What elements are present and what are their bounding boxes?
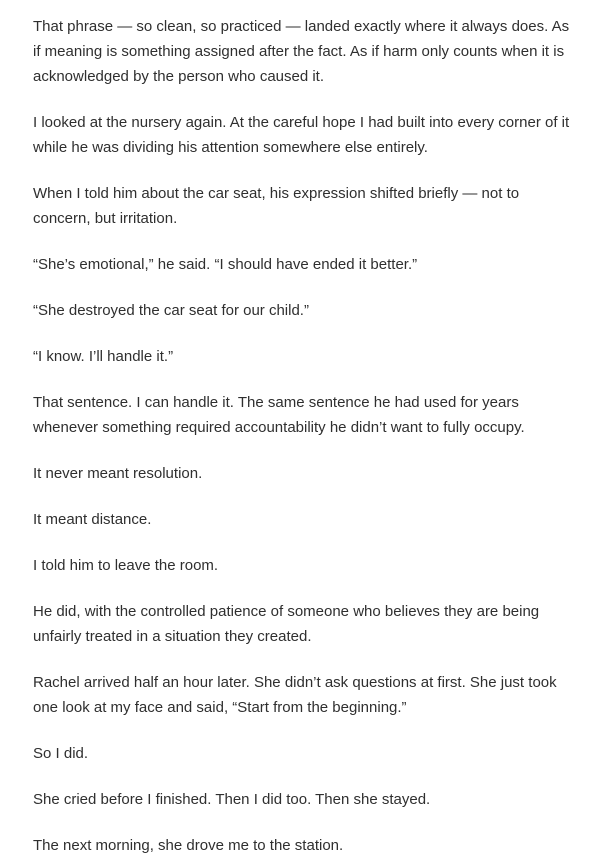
paragraph: That phrase — so clean, so practiced — landed exactly where it always does. As if meaning is something assigned after the fact. As if harm only counts when it is acknowledged by the person who caused it. (33, 18, 570, 85)
paragraph: “She’s emotional,” he said. “I should have ended it better.” (33, 256, 418, 273)
paragraph: That sentence. I can handle it. The same sentence he had used for years whenever something required accountability he didn’t want to fully occupy. (33, 394, 525, 436)
paragraph: It never meant resolution. (33, 465, 203, 482)
paragraph: So I did. (33, 745, 89, 762)
paragraph: She cried before I finished. Then I did too. Then she stayed. (33, 791, 431, 808)
paragraph: I looked at the nursery again. At the careful hope I had built into every corner of it while he was dividing his attention somewhere else entirely. (33, 114, 570, 156)
paragraph: “I know. I’ll handle it.” (33, 348, 174, 365)
paragraph: I told him to leave the room. (33, 557, 219, 574)
paragraph: It meant distance. (33, 511, 152, 528)
paragraph: Rachel arrived half an hour later. She didn’t ask questions at first. She just took one look at my face and said, “Start from the beginning.” (33, 674, 557, 716)
paragraph: When I told him about the car seat, his expression shifted briefly — not to concern, but irritation. (33, 185, 520, 227)
paragraph: The next morning, she drove me to the station. (33, 837, 344, 854)
paragraph: “She destroyed the car seat for our child.” (33, 302, 309, 319)
paragraph: He did, with the controlled patience of someone who believes they are being unfairly treated in a situation they created. (33, 603, 540, 645)
